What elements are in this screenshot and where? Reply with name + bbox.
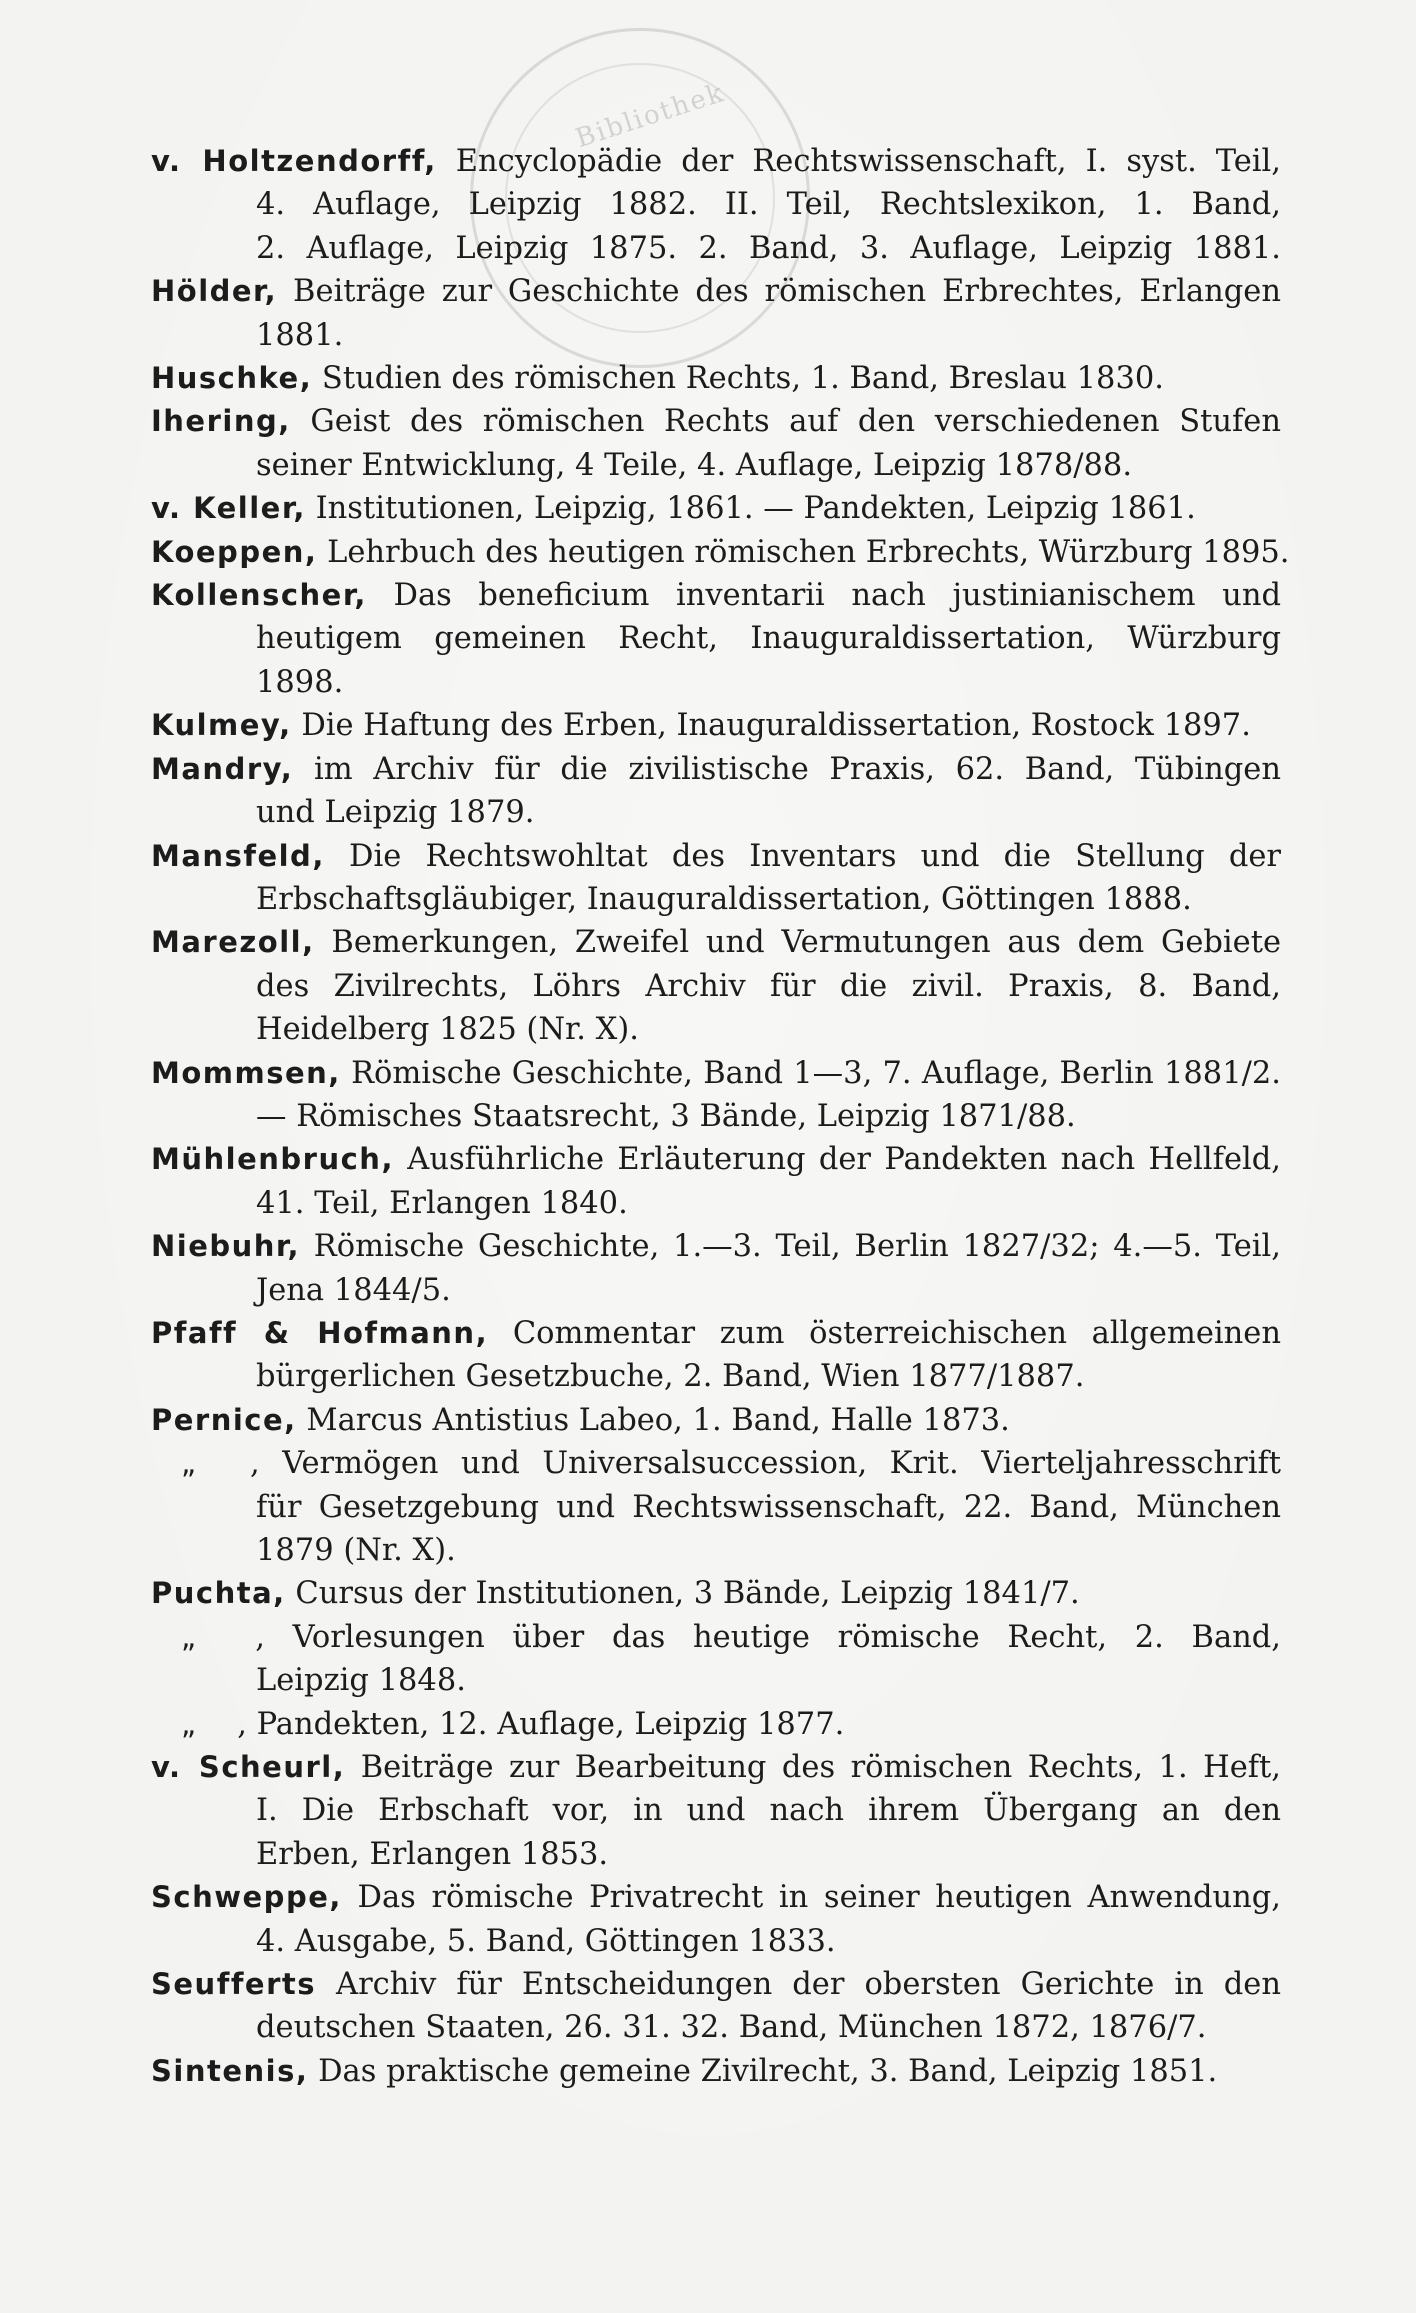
entry-text: und Leipzig 1879. bbox=[256, 795, 535, 831]
entry-line bbox=[151, 1529, 1281, 1572]
entry-line bbox=[151, 1833, 1281, 1876]
entry-text: 1881. bbox=[256, 317, 344, 353]
entry-text: seiner Entwicklung, 4 Teile, 4. Auflage, Leipzig 1878/88. bbox=[256, 447, 1133, 483]
bibliography-entry bbox=[151, 531, 1290, 574]
entry-line bbox=[151, 1659, 1281, 1702]
entry-author: Mommsen, bbox=[151, 1055, 341, 1090]
bibliography-entry bbox=[151, 1876, 1281, 1963]
entry-author: Mühlenbruch, bbox=[151, 1142, 394, 1177]
entry-author: „ bbox=[181, 1619, 198, 1654]
bibliography-entry bbox=[151, 704, 1281, 747]
bibliography-entry bbox=[151, 270, 1281, 357]
entry-text: Lehrbuch des heutigen römischen Erbrechts, Würzburg 1895. bbox=[327, 534, 1290, 570]
entry-line bbox=[151, 183, 1281, 226]
entry-line bbox=[151, 791, 1281, 834]
entry-text: heutigem gemeinen Recht, Inauguraldissertation, Würzburg bbox=[256, 621, 1281, 657]
entry-line bbox=[151, 748, 1281, 791]
entry-text: Erben, Erlangen 1853. bbox=[256, 1836, 609, 1872]
entry-text: , Vermögen und Universalsuccession, Krit. Vierteljahresschrift bbox=[250, 1446, 1281, 1482]
entry-line bbox=[151, 140, 1281, 183]
entry-text: I. Die Erbschaft vor, in und nach ihrem Übergang an den bbox=[256, 1793, 1281, 1829]
entry-author: Pernice, bbox=[151, 1402, 297, 1437]
bibliography-entry bbox=[151, 1703, 1281, 1746]
entry-author: „ bbox=[181, 1706, 198, 1741]
entry-line bbox=[151, 1616, 1281, 1659]
entry-line bbox=[151, 1572, 1281, 1615]
entry-text: Archiv für Entscheidungen der obersten Gerichte in den bbox=[336, 1967, 1281, 2003]
bibliography-entry bbox=[151, 1225, 1281, 1312]
entry-author: „ bbox=[181, 1446, 198, 1481]
entry-text: Beiträge zur Geschichte des römischen Erbrechtes, Erlangen bbox=[293, 274, 1281, 310]
entry-line bbox=[151, 2050, 1281, 2093]
entry-text: Ausführliche Erläuterung der Pandekten nach Hellfeld, bbox=[407, 1142, 1281, 1178]
entry-line bbox=[151, 1182, 1281, 1225]
entry-text: Beiträge zur Bearbeitung des römischen Rechts, 1. Heft, bbox=[360, 1750, 1282, 1786]
entry-author: v. Scheurl, bbox=[151, 1750, 346, 1785]
entry-text: Heidelberg 1825 (Nr. X). bbox=[256, 1012, 639, 1048]
entry-author: v. Keller, bbox=[151, 491, 306, 526]
entry-line bbox=[151, 1269, 1281, 1312]
entry-author: Koeppen, bbox=[151, 534, 318, 569]
entry-line bbox=[151, 487, 1281, 530]
entry-line bbox=[151, 314, 1281, 357]
entry-text: Das römische Privatrecht in seiner heutigen Anwendung, bbox=[357, 1880, 1281, 1916]
entry-line bbox=[151, 965, 1281, 1008]
bibliography-entry bbox=[151, 2050, 1281, 2093]
entry-line bbox=[151, 444, 1281, 487]
entry-text: im Archiv für die zivilistische Praxis, 62. Band, Tübingen bbox=[313, 751, 1281, 787]
bibliography-entry bbox=[151, 1052, 1281, 1139]
bibliography-entry bbox=[151, 1399, 1281, 1442]
bibliography-entry bbox=[151, 748, 1281, 835]
entry-text: , Pandekten, 12. Auflage, Leipzig 1877. bbox=[237, 1706, 845, 1742]
entry-line bbox=[151, 1746, 1281, 1789]
entry-line bbox=[151, 661, 1281, 704]
entry-author: Kollenscher, bbox=[151, 578, 367, 613]
bibliography-entry bbox=[151, 1138, 1281, 1225]
bibliography-entry bbox=[151, 835, 1281, 922]
entry-line bbox=[151, 1486, 1281, 1529]
entry-text: deutschen Staaten, 26. 31. 32. Band, München 1872, 1876/7. bbox=[256, 2010, 1207, 2046]
entry-text: , Vorlesungen über das heutige römische Recht, 2. Band, bbox=[255, 1619, 1281, 1655]
entry-line bbox=[151, 921, 1281, 964]
entry-line bbox=[151, 1876, 1281, 1919]
entry-text: Commentar zum österreichischen allgemeinen bbox=[512, 1315, 1281, 1351]
entry-line bbox=[151, 1963, 1281, 2006]
entry-author: Schweppe, bbox=[151, 1880, 342, 1915]
entry-text: Encyclopädie der Rechtswissenschaft, I. syst. Teil, bbox=[455, 144, 1282, 179]
entry-line bbox=[151, 400, 1281, 443]
entry-author: Kulmey, bbox=[151, 708, 292, 743]
entry-text: Marcus Antistius Labeo, 1. Band, Halle 1873. bbox=[306, 1402, 1010, 1438]
entry-author: Sintenis, bbox=[151, 2053, 309, 2088]
entry-line bbox=[151, 835, 1281, 878]
bibliography-entry bbox=[151, 400, 1281, 487]
bibliography-list bbox=[151, 140, 1290, 2093]
entry-text: Die Haftung des Erben, Inauguraldissertation, Rostock 1897. bbox=[301, 708, 1251, 744]
entry-text: 1898. bbox=[256, 664, 344, 700]
entry-line bbox=[151, 617, 1281, 660]
entry-author: Puchta, bbox=[151, 1576, 286, 1611]
entry-line bbox=[151, 531, 1290, 574]
entry-text: 2. Auflage, Leipzig 1875. 2. Band, 3. Auflage, Leipzig 1881. bbox=[256, 230, 1281, 266]
entry-text: Institutionen, Leipzig, 1861. — Pandekten, Leipzig 1861. bbox=[315, 491, 1196, 527]
entry-text: Römische Geschichte, Band 1—3, 7. Auflage, Berlin 1881/2. bbox=[351, 1055, 1281, 1091]
entry-text: des Zivilrechts, Löhrs Archiv für die zivil. Praxis, 8. Band, bbox=[256, 968, 1281, 1004]
bibliography-entry bbox=[151, 140, 1281, 270]
entry-author: Huschke, bbox=[151, 361, 313, 396]
bibliography-entry bbox=[151, 574, 1281, 704]
entry-author: v. Holtzendorff, bbox=[151, 144, 437, 178]
entry-author: Mandry, bbox=[151, 751, 294, 786]
entry-line bbox=[151, 1138, 1281, 1181]
entry-text: Bemerkungen, Zweifel und Vermutungen aus dem Gebiete bbox=[331, 925, 1282, 961]
entry-author: Seufferts bbox=[151, 1967, 317, 2002]
entry-line bbox=[151, 1008, 1281, 1051]
entry-text: Jena 1844/5. bbox=[256, 1272, 451, 1308]
entry-line bbox=[151, 1355, 1281, 1398]
entry-text: Geist des römischen Rechts auf den verschiedenen Stufen bbox=[310, 404, 1281, 440]
entry-text: 4. Ausgabe, 5. Band, Göttingen 1833. bbox=[256, 1923, 836, 1959]
stamp-text: Bibliothek bbox=[572, 77, 729, 155]
bibliography-entry bbox=[151, 1963, 1281, 2050]
entry-text: Leipzig 1848. bbox=[256, 1663, 466, 1699]
entry-text: für Gesetzgebung und Rechtswissenschaft, 22. Band, München bbox=[256, 1489, 1281, 1525]
entry-text: Das praktische gemeine Zivilrecht, 3. Band, Leipzig 1851. bbox=[318, 2053, 1218, 2089]
bibliography-entry bbox=[151, 1616, 1281, 1703]
entry-text: Cursus der Institutionen, 3 Bände, Leipzig 1841/7. bbox=[295, 1576, 1080, 1612]
entry-text: 1879 (Nr. X). bbox=[256, 1533, 456, 1568]
entry-line bbox=[151, 878, 1281, 921]
entry-text: Erbschaftsgläubiger, Inauguraldissertation, Göttingen 1888. bbox=[256, 881, 1192, 917]
entry-author: Niebuhr, bbox=[151, 1229, 300, 1264]
bibliography-entry bbox=[151, 1442, 1281, 1572]
bibliography-entry bbox=[151, 921, 1281, 1051]
entry-line bbox=[151, 704, 1281, 747]
entry-line bbox=[151, 270, 1281, 313]
entry-line bbox=[151, 1052, 1281, 1095]
entry-text: bürgerlichen Gesetzbuche, 2. Band, Wien 1877/1887. bbox=[256, 1359, 1085, 1395]
bibliography-entry bbox=[151, 1746, 1281, 1876]
entry-author: Pfaff & Hofmann, bbox=[151, 1315, 489, 1350]
entry-text: Die Rechtswohltat des Inventars und die Stellung der bbox=[349, 838, 1281, 874]
entry-author: Hölder, bbox=[151, 274, 278, 309]
bibliography-entry bbox=[151, 357, 1281, 400]
entry-line bbox=[151, 2006, 1281, 2049]
entry-author: Ihering, bbox=[151, 404, 291, 439]
entry-line bbox=[151, 1225, 1281, 1268]
entry-line bbox=[151, 357, 1281, 400]
entry-line bbox=[151, 1789, 1281, 1832]
entry-line bbox=[151, 1920, 1281, 1963]
entry-line bbox=[151, 1312, 1281, 1355]
entry-text: 41. Teil, Erlangen 1840. bbox=[256, 1185, 628, 1221]
entry-line bbox=[151, 1399, 1281, 1442]
entry-text: Römische Geschichte, 1.—3. Teil, Berlin 1827/32; 4.—5. Teil, bbox=[313, 1229, 1281, 1265]
entry-line bbox=[151, 1703, 1281, 1746]
entry-line bbox=[151, 1442, 1281, 1485]
entry-author: Mansfeld, bbox=[151, 838, 325, 873]
entry-text: Das beneficium inventarii nach justinianischem und bbox=[393, 578, 1281, 614]
entry-line bbox=[151, 1095, 1281, 1138]
bibliography-entry bbox=[151, 487, 1281, 530]
entry-line bbox=[151, 574, 1281, 617]
entry-text: 4. Auflage, Leipzig 1882. II. Teil, Rechtslexikon, 1. Band, bbox=[256, 187, 1281, 223]
bibliography-entry bbox=[151, 1312, 1281, 1399]
entry-text: Studien des römischen Rechts, 1. Band, Breslau 1830. bbox=[321, 361, 1164, 397]
bibliography-entry bbox=[151, 1572, 1281, 1615]
entry-text: — Römisches Staatsrecht, 3 Bände, Leipzig 1871/88. bbox=[256, 1098, 1076, 1134]
entry-line bbox=[151, 227, 1281, 270]
entry-author: Marezoll, bbox=[151, 925, 315, 960]
